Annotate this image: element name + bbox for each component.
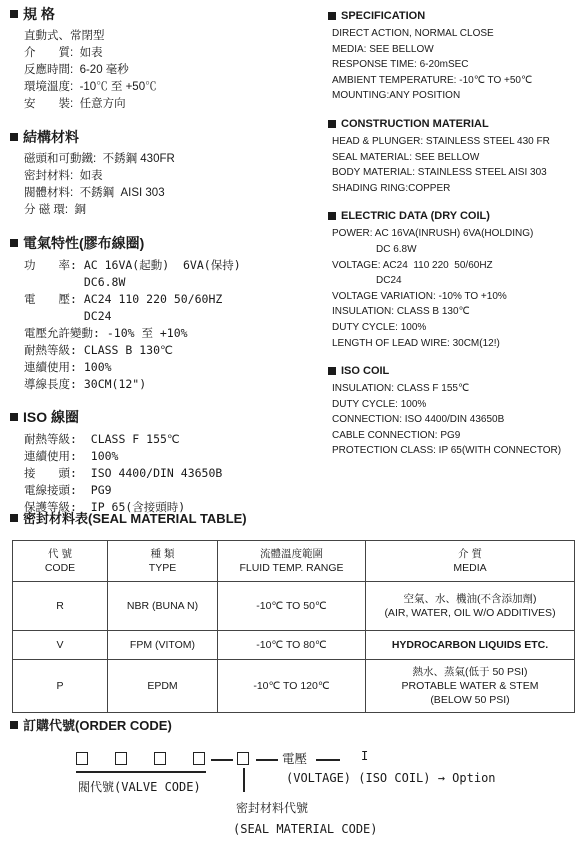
spec-heading-en: SPECIFICATION <box>328 8 580 24</box>
row-code: V <box>13 631 108 660</box>
square-bullet-icon <box>328 212 336 220</box>
row-type: FPM (VITOM) <box>108 631 218 660</box>
row-range: -10℃ TO 120℃ <box>218 660 366 713</box>
spec-line: DC 6.8W <box>376 243 417 255</box>
voltage-iso-option-label: (VOLTAGE) (ISO COIL) → Option <box>286 771 496 785</box>
spec-line: AMBIENT TEMPERATURE: -10℃ TO +50℃ <box>332 74 533 86</box>
spec-list-en <box>328 26 580 104</box>
spec-line: 導線長度: 30CM(12") <box>24 377 147 391</box>
spec-line: 連續使用: 100% <box>24 360 112 374</box>
row-media: 空氣、水、機油(不含添加劑) (AIR, WATER, OIL W/O ADDITIVES) <box>366 582 575 631</box>
dash <box>316 759 340 761</box>
code-box <box>115 752 127 765</box>
table-header-row <box>13 541 575 582</box>
dash <box>211 759 233 761</box>
row-type: NBR (BUNA N) <box>108 582 218 631</box>
seal-code-label-en: (SEAL MATERIAL CODE) <box>233 822 378 836</box>
spec-line: 電 壓: AC24 110 220 50/60HZ <box>24 292 223 306</box>
spec-line: DC24 <box>376 275 402 287</box>
spec-line: 反應時間: 6-20 毫秒 <box>24 64 129 76</box>
spec-line: VOLTAGE VARIATION: -10% TO +10% <box>332 290 507 302</box>
row-range: -10℃ TO 50℃ <box>218 582 366 631</box>
spec-line: SEAL MATERIAL: SEE BELLOW <box>332 151 480 163</box>
square-bullet-icon <box>10 413 18 421</box>
spec-line: INSULATION: CLASS F 155℃ <box>332 383 470 395</box>
spec-line: HEAD & PLUNGER: STAINLESS STEEL 430 FR <box>332 135 550 147</box>
spec-heading-zh: 規 格 <box>10 4 310 24</box>
spec-line: 安 裝: 任意方向 <box>24 98 126 110</box>
row-type: EPDM <box>108 660 218 713</box>
material-heading-en: CONSTRUCTION MATERIAL <box>328 116 580 132</box>
spec-line: DUTY CYCLE: 100% <box>332 321 427 333</box>
iso-list-en <box>328 381 580 459</box>
header-temp: 流體溫度範圍 FLUID TEMP. RANGE <box>218 541 366 582</box>
row-media: HYDROCARBON LIQUIDS ETC. <box>366 631 575 660</box>
material-list-zh <box>10 151 310 219</box>
spec-line: CABLE CONNECTION: PG9 <box>332 429 461 441</box>
spec-line: 介 質: 如表 <box>24 47 103 59</box>
spec-line: SHADING RING:COPPER <box>332 182 451 194</box>
spec-line: 電壓允許變動: -10% 至 +10% <box>24 326 188 340</box>
voltage-label: 電壓 <box>282 752 308 766</box>
row-code: P <box>13 660 108 713</box>
spec-line: DC24 <box>24 309 112 323</box>
spec-line: 閥體材料: 不銹鋼 AISI 303 <box>24 187 165 199</box>
row-media: 熱水、蒸氣(低于 50 PSI) PROTABLE WATER & STEM (BELOW 50 PSI) <box>366 660 575 713</box>
spec-line: 耐熱等級: CLASS F 155℃ <box>24 432 180 446</box>
dash <box>256 759 278 761</box>
seal-code-box <box>237 752 249 765</box>
spec-list-zh <box>10 28 310 113</box>
seal-table-heading: 密封材料表(SEAL MATERIAL TABLE) <box>10 508 247 527</box>
spec-line: LENGTH OF LEAD WIRE: 30CM(12!) <box>332 337 500 349</box>
seal-material-table <box>12 540 575 713</box>
spec-line: 保護等級: IP 65(含接頭時) <box>24 500 186 514</box>
spec-line: 耐熱等級: CLASS B 130℃ <box>24 343 173 357</box>
spec-line: DUTY CYCLE: 100% <box>332 398 427 410</box>
iso-heading-en: ISO COIL <box>328 363 580 379</box>
table-row <box>13 582 575 631</box>
table-row <box>13 660 575 713</box>
spec-line: RESPONSE TIME: 6-20mSEC <box>332 59 469 71</box>
spec-line: 接 頭: ISO 4400/DIN 43650B <box>24 466 223 480</box>
spec-line: BODY MATERIAL: STAINLESS STEEL AISI 303 <box>332 167 547 179</box>
order-code-heading: 訂購代號(ORDER CODE) <box>10 715 172 734</box>
square-bullet-icon <box>10 10 18 18</box>
spec-line: VOLTAGE: AC24 110 220 50/60HZ <box>332 259 493 271</box>
seal-code-label-zh: 密封材料代號 <box>236 801 309 815</box>
square-bullet-icon <box>328 12 336 20</box>
spec-line: 密封材料: 如表 <box>24 170 103 182</box>
table-row <box>13 631 575 660</box>
chinese-spec-column <box>10 4 310 516</box>
iso-heading-zh: ISO 線圈 <box>10 407 310 427</box>
spec-line: 環境溫度: -10℃ 至 +50℃ <box>24 81 157 93</box>
valve-code-underline <box>76 771 206 773</box>
valve-code-label: 閥代號(VALVE CODE) <box>78 780 201 794</box>
spec-line: MOUNTING:ANY POSITION <box>332 90 461 102</box>
square-bullet-icon <box>328 120 336 128</box>
material-list-en <box>328 134 580 196</box>
spec-line: 磁頭和可動鐵: 不銹鋼 430FR <box>24 153 175 165</box>
header-media: 介 質 MEDIA <box>366 541 575 582</box>
iso-list-zh <box>10 431 310 516</box>
spec-line: MEDIA: SEE BELLOW <box>332 43 434 55</box>
spec-line: POWER: AC 16VA(INRUSH) 6VA(HOLDING) <box>332 228 534 240</box>
square-bullet-icon <box>328 367 336 375</box>
english-spec-column <box>328 8 580 459</box>
square-bullet-icon <box>10 721 18 729</box>
square-bullet-icon <box>10 514 18 522</box>
seal-connector-line <box>243 768 245 792</box>
electric-heading-zh: 電氣特性(膠布線圈) <box>10 233 310 253</box>
electric-list-zh <box>10 257 310 393</box>
code-box <box>76 752 88 765</box>
header-type: 種 類 TYPE <box>108 541 218 582</box>
spec-line: CONNECTION: ISO 4400/DIN 43650B <box>332 414 505 426</box>
spec-line: 連續使用: 100% <box>24 449 119 463</box>
spec-line: 電線接頭: PG9 <box>24 483 112 497</box>
spec-line: 分 磁 環: 銅 <box>24 204 86 216</box>
electric-list-en <box>328 226 580 351</box>
row-code: R <box>13 582 108 631</box>
spec-line: DC6.8W <box>24 275 126 289</box>
square-bullet-icon <box>10 239 18 247</box>
option-mark: I <box>361 749 369 763</box>
material-heading-zh: 結構材料 <box>10 127 310 147</box>
square-bullet-icon <box>10 133 18 141</box>
code-box <box>154 752 166 765</box>
electric-heading-en: ELECTRIC DATA (DRY COIL) <box>328 208 580 224</box>
spec-line: DIRECT ACTION, NORMAL CLOSE <box>332 28 494 39</box>
spec-line: INSULATION: CLASS B 130℃ <box>332 306 470 318</box>
header-code: 代 號 CODE <box>13 541 108 582</box>
spec-line: PROTECTION CLASS: IP 65(WITH CONNECTOR) <box>332 445 562 457</box>
spec-line: 功 率: AC 16VA(起動) 6VA(保持) <box>24 258 241 272</box>
spec-line: 直動式、常閉型 <box>24 30 105 42</box>
row-range: -10℃ TO 80℃ <box>218 631 366 660</box>
code-box <box>193 752 205 765</box>
